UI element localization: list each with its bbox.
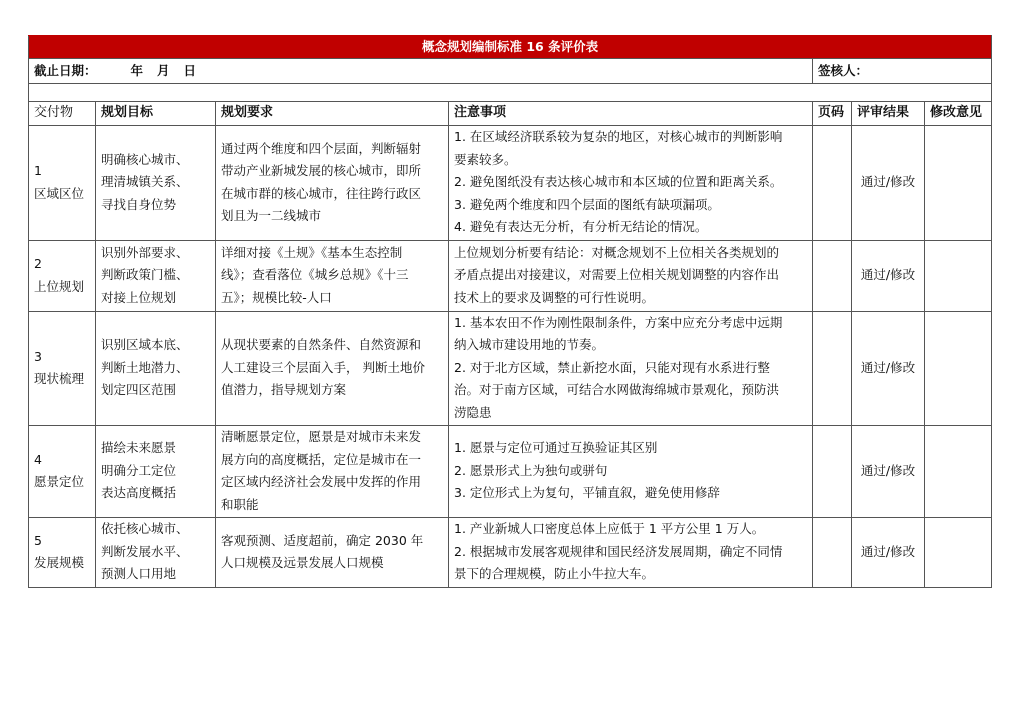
requirement-line: 在城市群的核心城市，往往跨行政区 xyxy=(221,185,422,201)
goal-line: 判断土地潜力、 xyxy=(101,359,189,375)
header-notes: 注意事项 xyxy=(449,102,813,126)
table-row xyxy=(29,425,992,517)
header-result: 评审结果 xyxy=(852,102,925,126)
date-month: 月 xyxy=(157,62,170,78)
requirement-line: 从现状要素的自然条件、自然资源和 xyxy=(221,337,422,353)
note-line: 3. 避免两个维度和四个层面的图纸有缺项漏项。 xyxy=(454,196,720,212)
notes-cell xyxy=(449,125,813,240)
table-title: 概念规划编制标准 16 条评价表 xyxy=(29,36,992,59)
row-number: 5 xyxy=(34,532,42,548)
result-cell[interactable]: 通过/修改 xyxy=(852,125,925,240)
deliverable-name: 现状梳理 xyxy=(34,371,85,386)
result-cell[interactable]: 通过/修改 xyxy=(852,517,925,587)
goal-line: 明确核心城市、 xyxy=(101,151,189,167)
goal-line: 对接上位规划 xyxy=(101,289,177,305)
goal-line: 寻找自身位势 xyxy=(101,196,177,212)
note-line: 矛盾点提出对接建议，对需要上位相关规划调整的内容作出 xyxy=(454,267,780,283)
goal-line: 描绘未来愿景 xyxy=(101,440,177,456)
deliverable-cell xyxy=(29,517,96,587)
goals-cell xyxy=(96,425,216,517)
goal-line: 判断政策门槛、 xyxy=(101,267,189,283)
note-line: 1. 产业新城人口密度总体上应低于 1 平方公里 1 万人。 xyxy=(454,521,765,537)
page-cell[interactable] xyxy=(813,425,852,517)
deliverable-name: 上位规划 xyxy=(34,278,85,294)
comment-cell[interactable] xyxy=(925,425,992,517)
blank-cell xyxy=(29,84,992,102)
goal-line: 预测人口用地 xyxy=(101,566,177,582)
title-row xyxy=(29,36,992,59)
deliverable-name: 发展规模 xyxy=(34,555,85,570)
requirement-line: 定区域内经济社会发展中发挥的作用 xyxy=(221,474,422,489)
requirement-line: 划且为一二线城市 xyxy=(221,208,322,223)
note-line: 1. 愿景与定位可通过互换验证其区别 xyxy=(454,440,658,456)
header-comment: 修改意见 xyxy=(925,102,992,126)
requirement-line: 展方向的高度概括，定位是城市在一 xyxy=(221,451,422,467)
deliverable-cell xyxy=(29,425,96,517)
page-cell[interactable] xyxy=(813,311,852,425)
date-day: 日 xyxy=(183,62,197,78)
notes-cell xyxy=(449,517,813,587)
goal-line: 识别外部要求、 xyxy=(101,244,189,260)
goals-cell xyxy=(96,125,216,240)
evaluation-table xyxy=(28,35,992,588)
table-row xyxy=(29,240,992,311)
note-line: 上位规划分析要有结论：对概念规划不上位相关各类规划的 xyxy=(454,244,780,260)
table-row xyxy=(29,517,992,587)
goals-cell xyxy=(96,517,216,587)
header-row xyxy=(29,102,992,126)
date-year: 年 xyxy=(130,62,144,78)
requirement-line: 人口规模及远景发展人口规模 xyxy=(221,555,384,570)
comment-cell[interactable] xyxy=(925,517,992,587)
requirement-line: 五》；规模比较-人口 xyxy=(221,289,332,305)
note-line: 景下的合理规模，防止小牛拉大车。 xyxy=(454,566,655,582)
blank-row xyxy=(29,84,992,102)
goals-cell xyxy=(96,311,216,425)
requirements-cell xyxy=(216,240,449,311)
date-row xyxy=(29,59,992,84)
note-line: 3. 定位形式上为复句，平铺直叙，避免使用修辞 xyxy=(454,485,720,501)
goal-line: 理清城镇关系、 xyxy=(101,174,189,190)
requirement-line: 通过两个维度和四个层面，判断辐射 xyxy=(221,140,422,156)
requirements-cell xyxy=(216,517,449,587)
row-number: 4 xyxy=(34,451,42,467)
deliverable-cell xyxy=(29,311,96,425)
notes-cell xyxy=(449,311,813,425)
table-row xyxy=(29,311,992,425)
notes-cell xyxy=(449,240,813,311)
goal-line: 判断发展水平、 xyxy=(101,543,189,559)
row-number: 1 xyxy=(34,163,42,178)
note-line: 涝隐患 xyxy=(454,404,492,420)
page-cell[interactable] xyxy=(813,517,852,587)
row-number: 3 xyxy=(34,348,42,364)
requirement-line: 和职能 xyxy=(221,496,259,512)
requirement-line: 带动产业新城发展的核心城市，即所 xyxy=(221,163,422,178)
result-cell[interactable]: 通过/修改 xyxy=(852,311,925,425)
requirement-line: 线》；查看落位《城乡总规》《十三 xyxy=(221,267,409,283)
note-line: 4. 避免有表达无分析，有分析无结论的情况。 xyxy=(454,219,708,235)
note-line: 治。对于南方区域，可结合水网做海绵城市景观化，预防洪 xyxy=(454,382,780,398)
requirements-cell xyxy=(216,311,449,425)
deliverable-name: 区域区位 xyxy=(34,185,85,201)
requirements-cell xyxy=(216,125,449,240)
requirement-line: 客观预测、适度超前，确定 2030 年 xyxy=(221,532,424,548)
note-line: 2. 避免图纸没有表达核心城市和本区域的位置和距离关系。 xyxy=(454,174,783,190)
note-line: 2. 愿景形式上为独句或骈句 xyxy=(454,462,608,478)
requirements-cell xyxy=(216,425,449,517)
requirement-line: 详细对接《土规》《基本生态控制 xyxy=(221,244,403,260)
comment-cell[interactable] xyxy=(925,240,992,311)
requirement-line: 值潜力，指导规划方案 xyxy=(221,382,347,398)
deliverable-name: 愿景定位 xyxy=(34,474,85,489)
note-line: 纳入城市建设用地的节奏。 xyxy=(454,337,605,353)
goal-line: 明确分工定位 xyxy=(101,462,177,478)
header-goals: 规划目标 xyxy=(96,102,216,126)
note-line: 1. 在区域经济联系较为复杂的地区，对核心城市的判断影响 xyxy=(454,129,783,145)
goal-line: 划定四区范围 xyxy=(101,382,177,398)
page-cell[interactable] xyxy=(813,240,852,311)
note-line: 2. 根据城市发展客观规律和国民经济发展周期，确定不同情 xyxy=(454,543,783,559)
header-page: 页码 xyxy=(813,102,852,126)
note-line: 1. 基本农田不作为刚性限制条件，方案中应充分考虑中远期 xyxy=(454,314,783,330)
signer-cell[interactable] xyxy=(813,59,992,84)
note-line: 技术上的要求及调整的可行性说明。 xyxy=(454,289,655,305)
requirement-line: 清晰愿景定位，愿景是对城市未来发 xyxy=(221,429,422,444)
note-line: 2. 对于北方区域，禁止新挖水面，只能对现有水系进行整 xyxy=(454,359,770,375)
signer-label: 签核人： xyxy=(818,62,869,78)
date-cell[interactable] xyxy=(29,59,813,84)
evaluation-sheet xyxy=(28,35,991,588)
notes-cell xyxy=(449,425,813,517)
result-cell[interactable]: 通过/修改 xyxy=(852,425,925,517)
page-cell[interactable] xyxy=(813,125,852,240)
comment-cell[interactable] xyxy=(925,311,992,425)
header-deliverable: 交付物 xyxy=(29,102,96,126)
goal-line: 依托核心城市、 xyxy=(101,521,189,537)
comment-cell[interactable] xyxy=(925,125,992,240)
table-row xyxy=(29,125,992,240)
requirement-line: 人工建设三个层面入手， 判断土地价 xyxy=(221,359,425,375)
result-cell[interactable]: 通过/修改 xyxy=(852,240,925,311)
deliverable-cell xyxy=(29,125,96,240)
note-line: 要素较多。 xyxy=(454,151,517,167)
date-label: 截止日期： xyxy=(34,62,97,78)
goal-line: 表达高度概括 xyxy=(101,485,177,501)
goal-line: 识别区域本底、 xyxy=(101,337,189,353)
header-requirements: 规划要求 xyxy=(216,102,449,126)
goals-cell xyxy=(96,240,216,311)
row-number: 2 xyxy=(34,256,42,271)
deliverable-cell xyxy=(29,240,96,311)
